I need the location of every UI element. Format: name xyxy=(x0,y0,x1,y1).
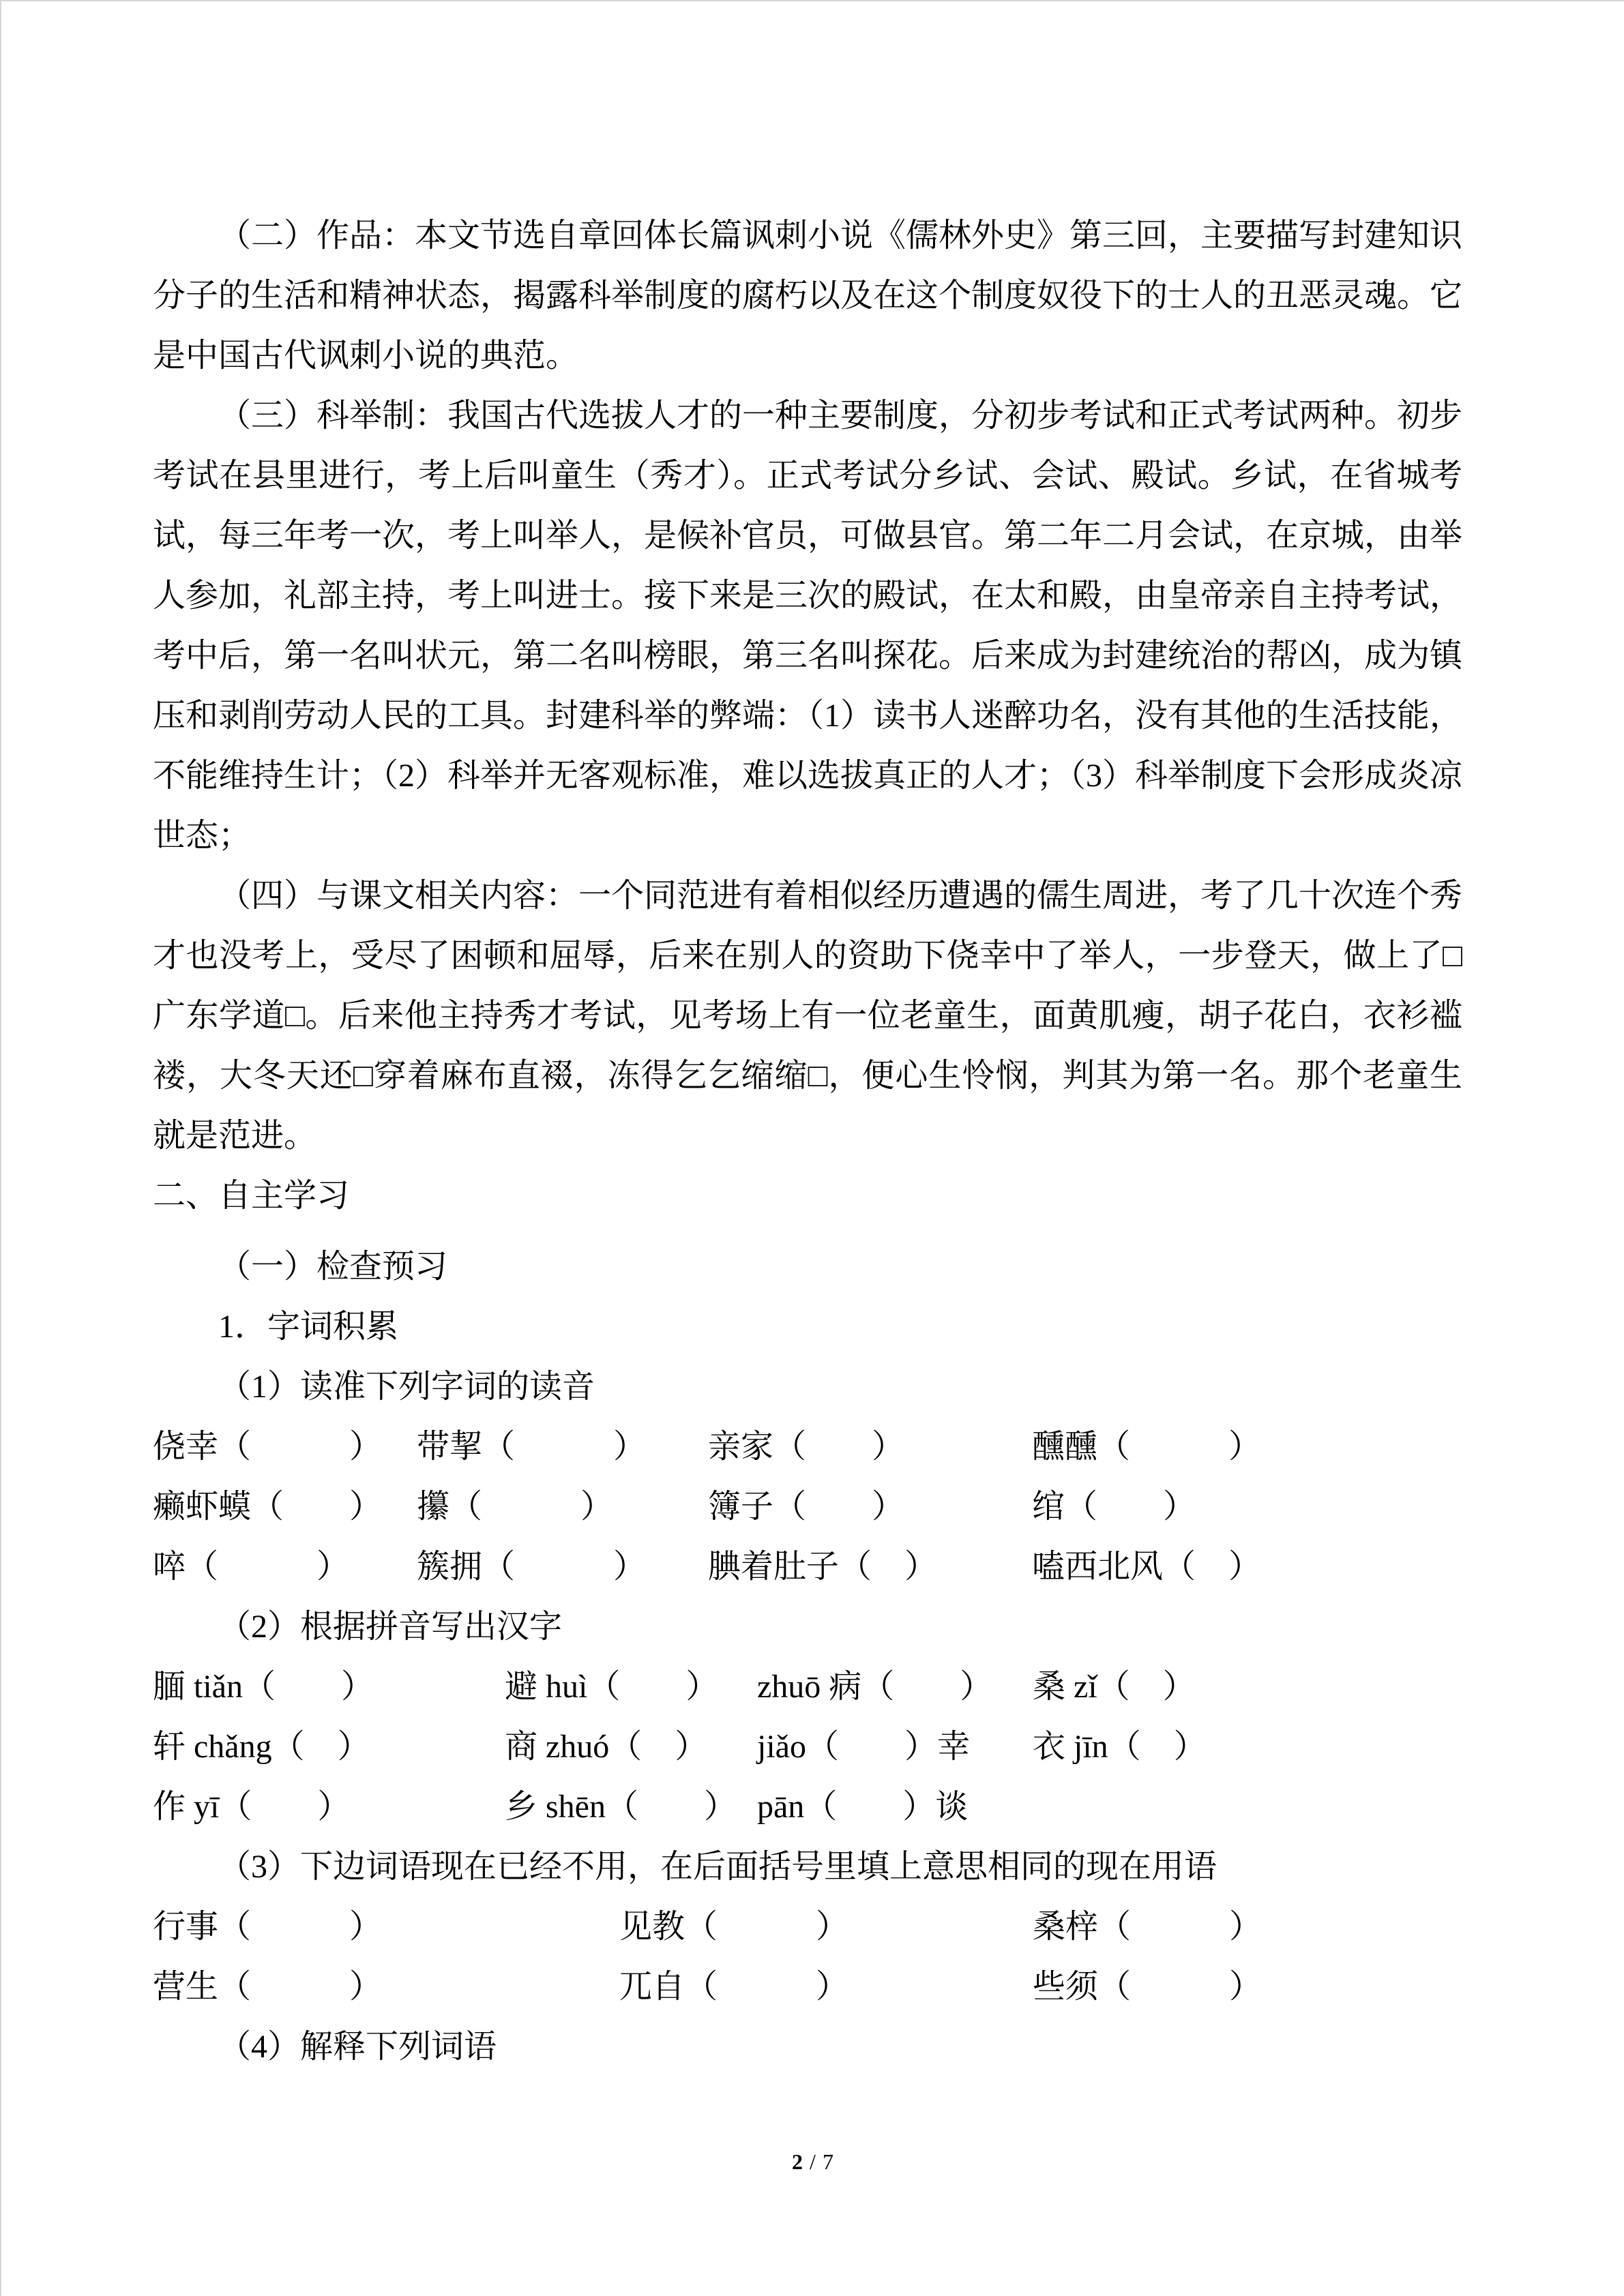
pinyin-blank: jiǎo（ ）幸 xyxy=(757,1729,970,1765)
subsection-title-preview-check: （一）检查预习 xyxy=(218,1249,448,1285)
word-blank: 簇拥（ ） xyxy=(417,1549,647,1585)
word-blank: 绾（ ） xyxy=(1032,1489,1196,1525)
item-title-word-accumulation: 1．字词积累 xyxy=(218,1309,399,1345)
word-blank: 攥（ ） xyxy=(417,1489,614,1525)
old-word-row xyxy=(153,1897,1462,1957)
document-body xyxy=(153,206,1462,2077)
old-word-blank: 见教（ ） xyxy=(619,1909,849,1945)
word-blank: 癞虾蟆（ ） xyxy=(153,1489,383,1525)
pinyin-blank: 桑 zǐ（ ） xyxy=(1033,1669,1196,1705)
paragraph-related-content: （四）与课文相关内容：一个同范进有着相似经历遭遇的儒生周进，考了几十次连个秀才也没考上，受尽了困顿和屈辱，后来在别人的资助下侥幸中了举人，一步登天，做上了□广东学道□。后来他主持秀才考试，见考场上有一位老童生，面黄肌瘦，胡子花白，衣衫褴褛，大冬天还□穿着麻布直裰，冻得乞乞缩缩□，便心生怜悯，判其为第一名。那个老童生就是范进。 xyxy=(153,878,1463,1154)
pinyin-blank: 乡 shēn（ ） xyxy=(505,1789,737,1825)
page-number-current: 2 xyxy=(792,2149,803,2174)
pinyin-blank: pān（ ）谈 xyxy=(757,1789,969,1825)
pinyin-blank: 轩 chǎng（ ） xyxy=(153,1729,370,1765)
pinyin-blank: 避 huì（ ） xyxy=(505,1669,719,1705)
pinyin-row xyxy=(153,1777,1462,1837)
pinyin-blank: 腼 tiǎn（ ） xyxy=(153,1669,374,1705)
old-word-row xyxy=(153,1957,1462,2017)
pinyin-row xyxy=(153,1717,1462,1777)
word-row xyxy=(153,1417,1462,1477)
word-blank: 簿子（ ） xyxy=(708,1489,905,1525)
word-blank: 侥幸（ ） xyxy=(153,1429,383,1465)
pinyin-blank: 作 yī（ ） xyxy=(153,1789,351,1825)
word-blank: 带挈（ ） xyxy=(417,1429,647,1465)
word-row xyxy=(153,1477,1462,1537)
section-title-self-study: 二、自主学习 xyxy=(153,1178,350,1214)
word-row xyxy=(153,1537,1462,1597)
question-title-pronunciation: （1）读准下列字词的读音 xyxy=(218,1369,595,1405)
question-title-modern-equivalents: （3）下边词语现在已经不用，在后面括号里填上意思相同的现在用语 xyxy=(218,1849,1217,1885)
old-word-blank: 桑梓（ ） xyxy=(1033,1909,1263,1945)
page-number-separator: / xyxy=(810,2149,816,2174)
word-blank: 嗑西北风（ ） xyxy=(1032,1549,1262,1585)
word-blank: 醺醺（ ） xyxy=(1032,1429,1262,1465)
pinyin-row xyxy=(153,1657,1462,1717)
paragraph-imperial-exam: （三）科举制：我国古代选拔人才的一种主要制度，分初步考试和正式考试两种。初步考试在县里进行，考上后叫童生（秀才）。正式考试分乡试、会试、殿试。乡试，在省城考试，每三年考一次，考上叫举人，是候补官员，可做县官。第二年二月会试，在京城，由举人参加，礼部主持，考上叫进士。接下来是三次的殿试，在太和殿，由皇帝亲自主持考试，考中后，第一名叫状元，第二名叫榜眼，第三名叫探花。后来成为封建统治的帮凶，成为镇压和剥削劳动人民的工具。封建科举的弊端：（1）读书人迷醉功名，没有其他的生活技能，不能维持生计；（2）科举并无客观标准，难以选拔真正的人才；（3）科举制度下会形成炎凉世态； xyxy=(153,398,1463,854)
question-title-explain-words: （4）解释下列词语 xyxy=(218,2029,497,2065)
pinyin-blank: 衣 jīn（ ） xyxy=(1033,1729,1207,1765)
old-word-blank: 行事（ ） xyxy=(153,1909,383,1945)
old-word-blank: 些须（ ） xyxy=(1033,1969,1263,2005)
question-title-write-characters: （2）根据拼音写出汉字 xyxy=(218,1609,563,1645)
old-word-blank: 兀自（ ） xyxy=(619,1969,849,2005)
page-footer xyxy=(1,2148,1624,2175)
word-blank: 亲家（ ） xyxy=(708,1429,905,1465)
word-blank: 腆着肚子（ ） xyxy=(708,1549,938,1585)
old-word-blank: 营生（ ） xyxy=(153,1969,383,2005)
paragraph-work-intro: （二）作品：本文节选自章回体长篇讽刺小说《儒林外史》第三回，主要描写封建知识分子的生活和精神状态，揭露科举制度的腐朽以及在这个制度奴役下的士人的丑恶灵魂。它是中国古代讽刺小说的典范。 xyxy=(153,218,1463,374)
pinyin-blank: zhuō 病（ ） xyxy=(757,1669,993,1705)
word-blank: 啐（ ） xyxy=(153,1549,350,1585)
pinyin-blank: 商 zhuó（ ） xyxy=(505,1729,708,1765)
page-number-total: 7 xyxy=(822,2149,833,2174)
